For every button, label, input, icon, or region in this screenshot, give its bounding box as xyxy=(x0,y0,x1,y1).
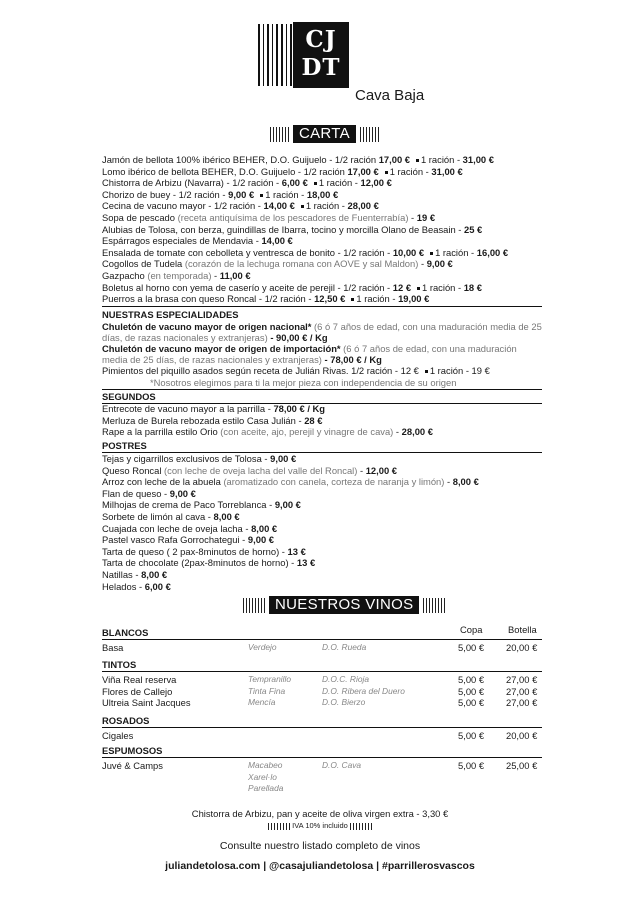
item-price-full: 31,00 € xyxy=(462,154,494,165)
item-price: 13 € xyxy=(296,557,316,569)
bullet-icon xyxy=(416,159,419,162)
item-price-label: 1 ración - xyxy=(389,165,432,177)
wine-group-title: TINTOS xyxy=(102,659,542,672)
list-item xyxy=(102,476,542,488)
list-item xyxy=(102,523,542,535)
wine-bottle-price: 27,00 € xyxy=(506,685,538,697)
list-item xyxy=(102,200,542,212)
item-text: Tarta de chocolate (2pax-8minutos de horno) - xyxy=(102,557,297,569)
item-text: Cogollos de Tudela xyxy=(102,258,185,270)
item-text: Boletus al horno con yema de caserío y aceite de perejil - 1/2 ración - xyxy=(102,281,393,293)
list-item xyxy=(102,166,542,178)
item-text: Queso Roncal xyxy=(102,464,165,476)
item-price: 9,00 € xyxy=(169,487,196,499)
item-price-full: 18 € xyxy=(463,281,482,293)
list-item xyxy=(102,282,542,294)
wine-bottle-price: 20,00 € xyxy=(506,730,538,741)
item-price-label: 1 ración - xyxy=(318,177,361,189)
item-price: 6,00 € xyxy=(281,177,308,189)
item-note: (6 ó 7 años de edad, con una maduración media de 25 días, de razas nacionales y extranjeras) xyxy=(102,321,542,343)
item-text: Chorizo de buey - 1/2 ración - xyxy=(102,188,229,200)
item-text: Milhojas de crema de Paco Torreblanca - xyxy=(102,499,275,511)
wine-group-title: ESPUMOSOS xyxy=(102,745,542,758)
wine-row xyxy=(102,730,542,742)
item-price: 8,00 € xyxy=(452,476,479,488)
item-text: Sopa de pescado xyxy=(102,211,178,223)
wine-copa-price: 5,00 € xyxy=(458,730,485,741)
item-text: Flan de queso - xyxy=(102,487,170,499)
wine-row xyxy=(102,674,542,686)
item-price: - 78,00 € / Kg xyxy=(321,354,382,365)
item-price: 8,00 € xyxy=(251,522,278,534)
item-text: Ensalada de tomate con cebolleta y ventresca de bonito - 1/2 ración - xyxy=(102,246,393,258)
wine-name: Flores de Callejo xyxy=(102,685,173,697)
wine-copa-price: 5,00 € xyxy=(458,674,485,685)
wine-name: Ultreia Saint Jacques xyxy=(102,697,191,709)
item-text: Puerros a la brasa con queso Roncal - 1/2 ración - xyxy=(102,293,315,305)
item-text: Gazpacho xyxy=(102,269,148,281)
list-item xyxy=(102,177,542,189)
item-text: Rape a la parrilla estilo Orio xyxy=(102,426,221,438)
item-note: (en temporada) xyxy=(147,269,212,281)
item-price-full: 16,00 € xyxy=(476,246,509,258)
footnote: *Nosotros elegimos para ti la mejor pieza con independencia de su origen xyxy=(150,376,457,388)
list-item xyxy=(102,511,542,523)
carta-banner xyxy=(270,125,379,143)
bullet-icon xyxy=(425,370,428,373)
item-price: 14,00 € xyxy=(261,235,293,247)
wine-do: D.O.C. Rioja xyxy=(322,674,370,684)
list-item xyxy=(102,557,542,569)
wine-copa-price: 5,00 € xyxy=(458,760,485,771)
wine-bottle-price: 20,00 € xyxy=(506,642,538,653)
item-price: 10,00 € xyxy=(392,246,425,258)
list-item xyxy=(102,569,542,581)
footer-iva-line xyxy=(0,821,640,830)
footer-iva: IVA 10% incluido xyxy=(292,821,348,830)
logo-subtitle: Cava Baja xyxy=(355,87,425,104)
item-price-label: 1 ración - xyxy=(422,281,464,293)
item-price: 13 € xyxy=(287,545,306,557)
item-price: 9,00 € xyxy=(270,453,297,464)
item-note: (con leche de oveja lacha del valle del Roncal) xyxy=(164,464,358,476)
item-price: 9,00 € xyxy=(426,258,453,270)
item-separator: - xyxy=(444,476,453,488)
list-item xyxy=(102,415,542,427)
wine-copa-price: 5,00 € xyxy=(458,642,485,653)
item-price-label: 1 ración - xyxy=(265,188,307,200)
list-item xyxy=(102,534,542,546)
item-text: Entrecote de vacuno mayor a la parrilla - xyxy=(102,403,274,414)
list-item xyxy=(102,321,542,343)
especialidades-list xyxy=(102,321,542,388)
item-price-label: 1 ración - xyxy=(420,154,463,165)
wine-do: D.O. Bierzo xyxy=(322,697,366,708)
logo-monogram xyxy=(293,22,349,88)
wine-group-title: ROSADOS xyxy=(102,715,542,728)
item-name: Chuletón de vacuno mayor de origen nacional* xyxy=(102,321,312,332)
list-item xyxy=(102,581,542,593)
wine-name: Cigales xyxy=(102,730,134,741)
item-note: (con aceite, ajo, perejil y vinagre de cava) xyxy=(220,426,394,438)
list-item xyxy=(102,247,542,259)
item-price: 28,00 € xyxy=(401,426,433,438)
banner-bars-right xyxy=(360,127,379,142)
logo-line-2: DT xyxy=(301,54,341,81)
item-text: Chistorra de Arbizu (Navarra) - 1/2 ración - xyxy=(102,177,282,189)
item-price: 6,00 € xyxy=(144,580,171,592)
wine-bottle-price: 25,00 € xyxy=(506,760,538,771)
bullet-icon xyxy=(430,252,433,255)
item-price-label: 1 ración - xyxy=(435,246,477,258)
item-note: (aromatizado con canela, corteza de naranja y limón) xyxy=(223,476,445,488)
bullet-icon xyxy=(417,287,420,290)
item-price-full: 19,00 € xyxy=(398,293,430,305)
wine-grape: Parellada xyxy=(248,783,284,794)
item-price: 12,00 € xyxy=(365,464,397,476)
item-separator: - xyxy=(418,258,427,270)
list-item xyxy=(102,258,542,270)
wine-row xyxy=(102,760,542,772)
list-item xyxy=(102,270,542,282)
item-text: Tarta de queso ( 2 pax-8minutos de horno) - xyxy=(102,545,288,557)
wine-name: Viña Real reserva xyxy=(102,674,177,685)
postres-title: POSTRES xyxy=(102,440,542,453)
item-price-label: 1 ración - xyxy=(305,200,348,212)
wine-do: D.O. Cava xyxy=(322,760,362,770)
logo-bars-decoration xyxy=(258,24,292,86)
list-item xyxy=(102,403,542,415)
item-price: 11,00 € xyxy=(219,269,251,281)
bars-decoration xyxy=(268,823,290,830)
item-price: 9,00 € xyxy=(274,499,301,511)
wine-grape: Verdejo xyxy=(248,642,277,652)
list-item xyxy=(102,343,542,365)
wine-group-title: BLANCOS xyxy=(102,627,542,640)
list-item xyxy=(102,426,542,438)
item-text: Arroz con leche de la abuela xyxy=(102,476,224,488)
wine-row xyxy=(102,642,542,654)
item-text: Jamón de bellota 100% ibérico BEHER, D.O. Guijuelo - 1/2 ración xyxy=(102,154,379,165)
item-text: Lomo ibérico de bellota BEHER, D.O. Guijuelo - 1/2 ración xyxy=(102,165,348,177)
item-text: Natillas - xyxy=(102,568,142,580)
item-price-full: 1 ración - 19 € xyxy=(429,365,490,376)
item-text: Tejas y cigarrillos exclusivos de Tolosa - xyxy=(102,453,271,464)
wine-bottle-price: 27,00 € xyxy=(506,674,538,685)
postres-list xyxy=(102,453,542,592)
especialidades-title: NUESTRAS ESPECIALIDADES xyxy=(102,309,239,320)
item-price: 17,00 € xyxy=(378,154,410,165)
wine-name: Basa xyxy=(102,642,124,653)
item-name: Chuletón de vacuno mayor de origen de importación* xyxy=(102,343,341,354)
item-text: Merluza de Burela rebozada estilo Casa Julián - xyxy=(102,414,305,426)
item-price: 19 € xyxy=(416,211,436,223)
column-header-botella: Botella xyxy=(508,624,537,635)
wine-grape: Macabeo xyxy=(248,760,283,770)
item-text: Sorbete de limón al cava - xyxy=(102,510,214,522)
item-price: 12 € xyxy=(392,281,412,293)
item-price-full: 28,00 € xyxy=(347,200,379,212)
wine-row xyxy=(102,686,542,698)
divider xyxy=(102,389,542,390)
carta-title: CARTA xyxy=(293,125,356,143)
wine-grape: Xarel·lo xyxy=(248,771,277,782)
wine-row xyxy=(102,783,542,795)
list-item xyxy=(102,365,542,377)
wine-copa-price: 5,00 € xyxy=(458,697,485,709)
item-price-full: 18,00 € xyxy=(306,188,339,200)
list-item xyxy=(102,546,542,558)
divider xyxy=(102,306,542,307)
vinos-title: NUESTROS VINOS xyxy=(269,596,419,614)
item-price: - 90,00 € / Kg xyxy=(267,332,328,343)
list-item xyxy=(102,189,542,201)
wine-group xyxy=(102,715,542,742)
item-price: 9,00 € xyxy=(228,188,255,200)
item-text: Cecina de vacuno mayor - 1/2 ración - xyxy=(102,200,264,212)
restaurant-logo xyxy=(256,22,425,108)
item-price: 17,00 € xyxy=(347,165,379,177)
bullet-icon xyxy=(260,194,263,197)
item-text: Alubias de Tolosa, con berza, guindillas de Ibarra, tocino y morcilla Olano de Beasain - xyxy=(102,223,465,235)
wine-grape: Tempranillo xyxy=(248,674,291,684)
list-item xyxy=(102,465,542,477)
item-separator: - xyxy=(357,464,366,476)
column-header-copa: Copa xyxy=(460,624,483,635)
banner-bars-left xyxy=(243,598,265,613)
wine-name: Juvé & Camps xyxy=(102,760,163,771)
bullet-icon xyxy=(314,182,317,185)
item-note: (receta antiquísima de los pescadores de Fuenterrabía) xyxy=(177,211,409,223)
item-separator: - xyxy=(408,211,417,223)
wine-do: D.O. Ribera del Duero xyxy=(322,685,405,696)
wine-grape: Mencía xyxy=(248,697,276,708)
bars-decoration xyxy=(350,823,372,830)
item-text: Pastel vasco Rafa Gorrochategui - xyxy=(102,534,248,546)
vinos-banner xyxy=(243,596,445,614)
item-note: (6 ó 7 años de edad, con una maduración media de 25 días, de razas nacionales y extranjeras) xyxy=(102,343,517,365)
wine-group xyxy=(102,627,542,654)
list-item xyxy=(102,293,542,305)
item-separator: - xyxy=(393,426,402,438)
item-separator: - xyxy=(211,269,220,281)
segundos-title: SEGUNDOS xyxy=(102,391,542,404)
item-price-full: 12,00 € xyxy=(360,177,392,189)
item-text: Pimientos del piquillo asados según receta de Julián Rivas. 1/2 ración - 12 € xyxy=(102,365,419,376)
bullet-icon xyxy=(301,205,304,208)
list-item xyxy=(102,499,542,511)
item-price: 8,00 € xyxy=(213,510,240,522)
item-price: 14,00 € xyxy=(263,200,295,212)
banner-bars-left xyxy=(270,127,289,142)
item-price: 9,00 € xyxy=(247,534,274,546)
item-text: Helados - xyxy=(102,580,145,592)
item-text: Espárragos especiales de Mendavia - xyxy=(102,235,262,247)
list-item xyxy=(102,224,542,236)
footer-extra: Chistorra de Arbizu, pan y aceite de oliva virgen extra - 3,30 € xyxy=(191,808,449,819)
list-item xyxy=(102,235,542,247)
wine-grape: Tinta Fina xyxy=(248,685,286,696)
item-price: 8,00 € xyxy=(141,568,168,580)
wine-group xyxy=(102,745,542,795)
wine-group xyxy=(102,659,542,709)
item-price-full: 31,00 € xyxy=(431,165,463,177)
carta-list xyxy=(102,154,542,305)
item-note: (corazón de la lechuga romana con AOVE y sal Maldon) xyxy=(184,258,419,270)
item-price-label: 1 ración - xyxy=(356,293,399,305)
item-price: 25 € xyxy=(464,223,483,235)
list-item xyxy=(102,212,542,224)
bullet-icon xyxy=(351,298,354,301)
item-price: 12,50 € xyxy=(314,293,346,305)
wine-copa-price: 5,00 € xyxy=(458,685,485,697)
wine-row xyxy=(102,772,542,784)
item-price: 78,00 € / Kg xyxy=(273,403,326,414)
logo-line-1: CJ xyxy=(305,26,337,53)
footer-consult: Consulte nuestro listado completo de vinos xyxy=(219,840,421,852)
wine-row xyxy=(102,697,542,709)
list-item xyxy=(102,154,542,166)
banner-bars-right xyxy=(423,598,445,613)
item-text: Cuajada con leche de oveja lacha - xyxy=(102,522,252,534)
wine-bottle-price: 27,00 € xyxy=(506,697,538,709)
wine-do: D.O. Rueda xyxy=(322,642,367,652)
list-item xyxy=(102,488,542,500)
item-price: 28 € xyxy=(304,414,323,426)
footer-social: juliandetolosa.com | @casajuliandetolosa | #parrillerosvascos xyxy=(165,860,475,872)
list-item xyxy=(102,453,542,465)
segundos-list xyxy=(102,403,542,438)
bullet-icon xyxy=(385,171,388,174)
